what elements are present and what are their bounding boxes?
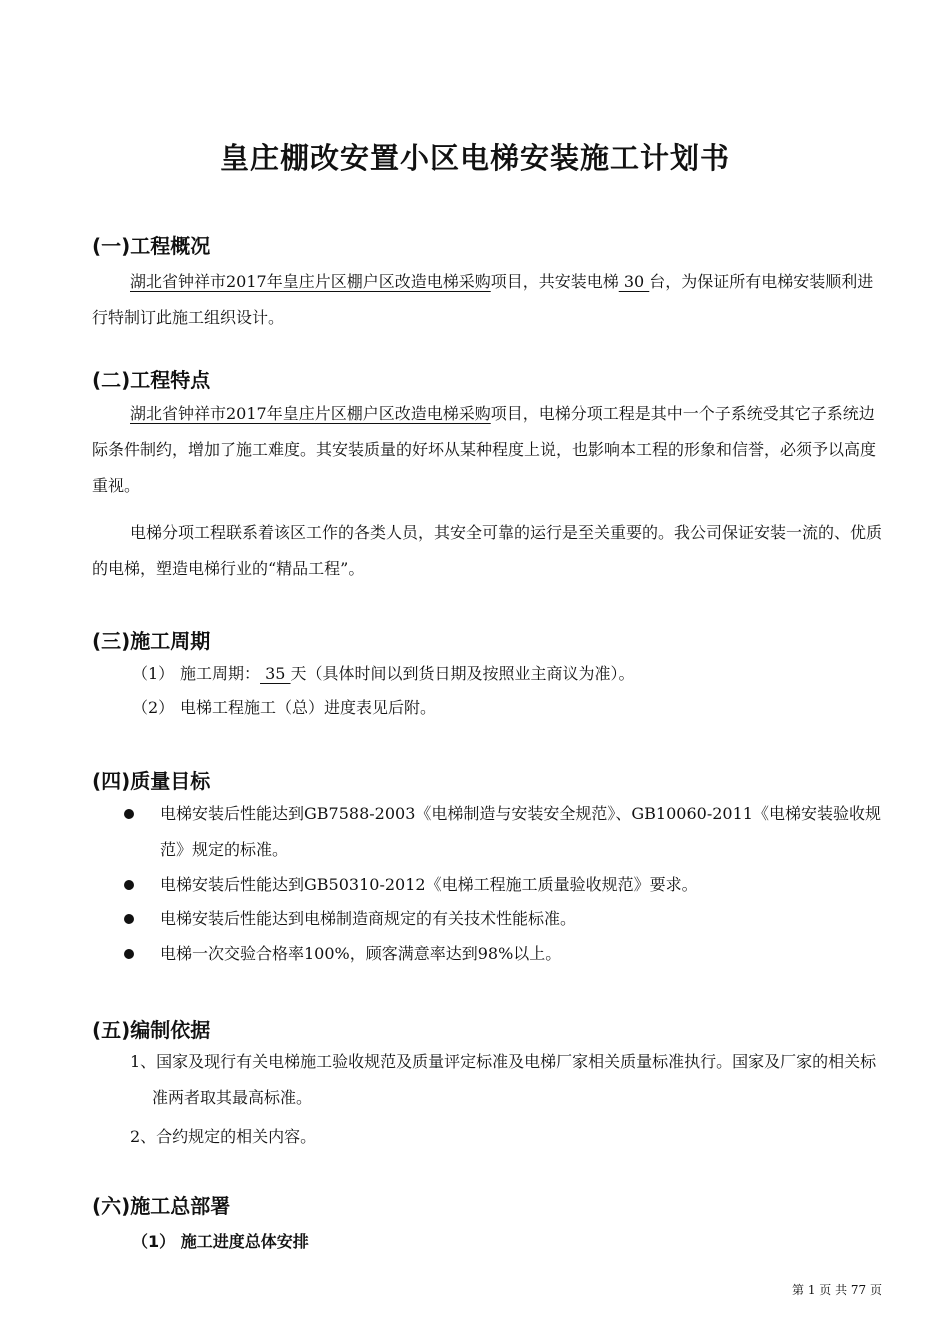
bullet-text: 电梯安装后性能达到GB7588-2003《电梯制造与安装安全规范》、GB10060-2011《电梯安装验收规范》规定的标准。 — [160, 804, 881, 859]
features-paragraph-1 — [92, 396, 882, 504]
period-days: 35 — [260, 664, 291, 683]
overview-text: 项目，共安装电梯 — [490, 272, 619, 291]
document-title: 皇庄棚改安置小区电梯安装施工计划书 — [219, 141, 730, 175]
bullet-icon — [124, 949, 134, 959]
period-item-1 — [132, 656, 635, 692]
bullet-icon — [124, 880, 134, 890]
bullet-text: 电梯安装后性能达到电梯制造商规定的有关技术性能标准。 — [160, 909, 577, 928]
elevator-count: 30 — [618, 272, 650, 291]
item-number: （2） — [132, 698, 175, 717]
item-number: （1） — [132, 664, 175, 683]
section-heading-quality: (四)质量目标 — [92, 769, 211, 793]
quality-bullet — [124, 901, 884, 937]
features-text-2: 电梯分项工程联系着该区工作的各类人员，其安全可靠的运行是至关重要的。我公司保证安装一流的、优质的电梯，塑造电梯行业的“精品工程”。 — [92, 523, 883, 578]
overview-paragraph — [92, 264, 882, 336]
section-heading-deployment: (六)施工总部署 — [92, 1194, 231, 1218]
features-text: 项目，电梯分项工程是其中一个子系统受其它子系统边际条件制约，增加了施工难度。其安装质量的好坏从某种程度上说，也影响本工程的形象和信誉，必须予以高度重视。 — [92, 404, 877, 495]
basis-item-1 — [130, 1044, 882, 1116]
quality-bullet — [124, 936, 884, 972]
bullet-text: 电梯一次交验合格率100%，顾客满意率达到98%以上。 — [160, 944, 562, 963]
period-label: 施工周期： — [180, 664, 261, 683]
section-heading-features: (二)工程特点 — [92, 368, 211, 392]
period-note: 天（具体时间以到货日期及按照业主商议为准）。 — [290, 664, 635, 683]
quality-bullet — [124, 796, 884, 868]
page-number: 第 1 页 共 77 页 — [792, 1283, 882, 1297]
section-heading-basis: (五)编制依据 — [92, 1018, 211, 1042]
section-heading-period: (三)施工周期 — [92, 629, 211, 653]
project-name-link: 湖北省钟祥市2017年皇庄片区棚户区改造电梯采购 — [130, 272, 491, 291]
sub-heading-schedule: （1） 施工进度总体安排 — [132, 1232, 309, 1251]
bullet-text: 电梯安装后性能达到GB50310-2012《电梯工程施工质量验收规范》要求。 — [160, 875, 698, 894]
bullet-icon — [124, 809, 134, 819]
basis-item-text: 1、国家及现行有关电梯施工验收规范及质量评定标准及电梯厂家相关质量标准执行。国家及厂家的相关标准两者取其最高标准。 — [130, 1052, 877, 1107]
overview-text-end: 台，为保证所有电梯安装顺利进行特制订此施工组织设计。 — [92, 272, 874, 327]
project-name-link: 湖北省钟祥市2017年皇庄片区棚户区改造电梯采购 — [130, 404, 491, 423]
period-item-text: 电梯工程施工（总）进度表见后附。 — [180, 698, 437, 717]
bullet-icon — [124, 914, 134, 924]
features-paragraph-2 — [92, 515, 882, 587]
quality-bullet — [124, 867, 884, 903]
basis-item-text: 2、合约规定的相关内容。 — [130, 1127, 317, 1146]
period-item-2 — [132, 690, 436, 726]
basis-item-2 — [130, 1119, 882, 1155]
section-heading-overview: (一)工程概况 — [92, 234, 211, 258]
